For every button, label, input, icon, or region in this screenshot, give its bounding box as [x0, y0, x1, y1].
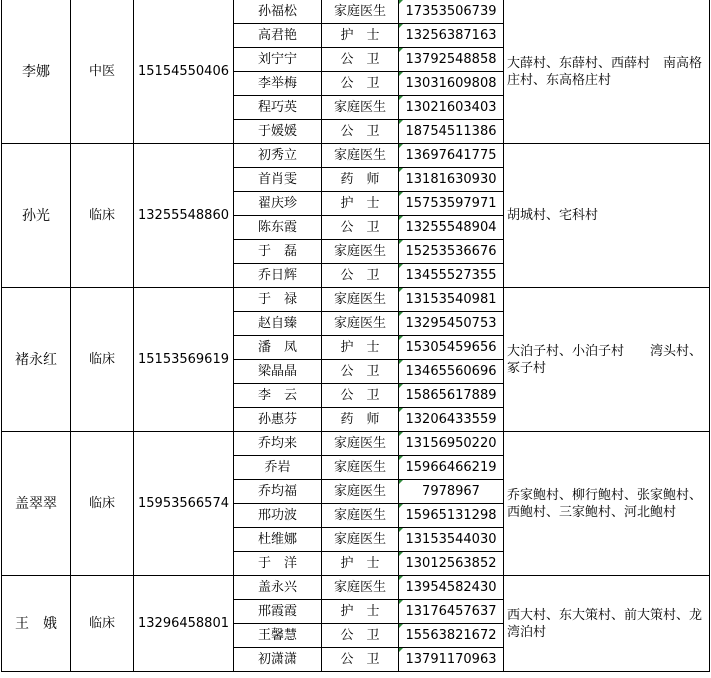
member-role-cell[interactable]: 护 士: [322, 336, 399, 360]
member-name-cell[interactable]: 初秀立: [234, 144, 322, 168]
member-role-cell[interactable]: 护 士: [322, 600, 399, 624]
member-role-cell[interactable]: 公 卫: [322, 624, 399, 648]
member-role-cell[interactable]: 公 卫: [322, 216, 399, 240]
table-row: [2, 432, 710, 456]
discipline-cell[interactable]: 临床: [71, 576, 134, 672]
discipline-cell[interactable]: 中医: [71, 0, 134, 144]
table-row: [2, 576, 710, 600]
member-role-cell[interactable]: 家庭医生: [322, 96, 399, 120]
member-name-cell[interactable]: 乔均来: [234, 432, 322, 456]
member-phone-cell[interactable]: 15865617889: [399, 384, 504, 408]
member-phone-cell[interactable]: 13176457637: [399, 600, 504, 624]
member-role-cell[interactable]: 公 卫: [322, 120, 399, 144]
leader-phone-cell[interactable]: 15154550406: [134, 0, 234, 144]
team-leader-cell[interactable]: 孙光: [2, 144, 71, 288]
member-name-cell[interactable]: 李 云: [234, 384, 322, 408]
table-body: [2, 0, 710, 672]
member-phone-cell[interactable]: 18754511386: [399, 120, 504, 144]
member-name-cell[interactable]: 李举梅: [234, 72, 322, 96]
member-role-cell[interactable]: 家庭医生: [322, 576, 399, 600]
member-phone-cell[interactable]: 13256387163: [399, 24, 504, 48]
member-role-cell[interactable]: 护 士: [322, 192, 399, 216]
member-phone-cell[interactable]: 13791170963: [399, 648, 504, 672]
member-name-cell[interactable]: 翟庆珍: [234, 192, 322, 216]
member-name-cell[interactable]: 孙惠芬: [234, 408, 322, 432]
member-phone-cell[interactable]: 13697641775: [399, 144, 504, 168]
member-role-cell[interactable]: 家庭医生: [322, 240, 399, 264]
member-role-cell[interactable]: 家庭医生: [322, 456, 399, 480]
member-role-cell[interactable]: 公 卫: [322, 264, 399, 288]
member-name-cell[interactable]: 初潇潇: [234, 648, 322, 672]
villages-cell[interactable]: 胡城村、宅科村: [504, 144, 710, 288]
discipline-cell[interactable]: 临床: [71, 288, 134, 432]
member-name-cell[interactable]: 高君艳: [234, 24, 322, 48]
table-row: [2, 0, 710, 24]
member-role-cell[interactable]: 家庭医生: [322, 312, 399, 336]
member-phone-cell[interactable]: 17353506739: [399, 0, 504, 24]
member-phone-cell[interactable]: 13295450753: [399, 312, 504, 336]
member-name-cell[interactable]: 孙福松: [234, 0, 322, 24]
member-role-cell[interactable]: 家庭医生: [322, 144, 399, 168]
member-phone-cell[interactable]: 13255548904: [399, 216, 504, 240]
team-leader-cell[interactable]: 王 娥: [2, 576, 71, 672]
member-name-cell[interactable]: 陈东霞: [234, 216, 322, 240]
member-name-cell[interactable]: 于 禄: [234, 288, 322, 312]
member-phone-cell[interactable]: 15305459656: [399, 336, 504, 360]
table-row: [2, 144, 710, 168]
member-role-cell[interactable]: 药 师: [322, 408, 399, 432]
member-phone-cell[interactable]: 15965131298: [399, 504, 504, 528]
member-phone-cell[interactable]: 7978967: [399, 480, 504, 504]
villages-cell[interactable]: 西大村、东大策村、前大策村、龙湾泊村: [504, 576, 710, 672]
member-phone-cell[interactable]: 13156950220: [399, 432, 504, 456]
member-phone-cell[interactable]: 13465560696: [399, 360, 504, 384]
leader-phone-cell[interactable]: 13296458801: [134, 576, 234, 672]
member-role-cell[interactable]: 药 师: [322, 168, 399, 192]
discipline-cell[interactable]: 临床: [71, 144, 134, 288]
table-row: [2, 288, 710, 312]
member-phone-cell[interactable]: 13206433559: [399, 408, 504, 432]
member-role-cell[interactable]: 公 卫: [322, 360, 399, 384]
member-phone-cell[interactable]: 13021603403: [399, 96, 504, 120]
member-role-cell[interactable]: 护 士: [322, 552, 399, 576]
team-leader-cell[interactable]: 李娜: [2, 0, 71, 144]
villages-cell[interactable]: 大泊子村、小泊子村 湾头村、冢子村: [504, 288, 710, 432]
leader-phone-cell[interactable]: 15153569619: [134, 288, 234, 432]
member-phone-cell[interactable]: 13455527355: [399, 264, 504, 288]
member-name-cell[interactable]: 乔岩: [234, 456, 322, 480]
member-role-cell[interactable]: 家庭医生: [322, 504, 399, 528]
member-role-cell[interactable]: 家庭医生: [322, 432, 399, 456]
member-name-cell[interactable]: 邢霞霞: [234, 600, 322, 624]
member-role-cell[interactable]: 公 卫: [322, 72, 399, 96]
member-name-cell[interactable]: 潘 凤: [234, 336, 322, 360]
member-name-cell[interactable]: 首肖雯: [234, 168, 322, 192]
member-phone-cell[interactable]: 13153540981: [399, 288, 504, 312]
team-table: [1, 0, 710, 672]
leader-phone-cell[interactable]: 13255548860: [134, 144, 234, 288]
member-role-cell[interactable]: 护 士: [322, 24, 399, 48]
member-phone-cell[interactable]: 15753597971: [399, 192, 504, 216]
discipline-cell[interactable]: 临床: [71, 432, 134, 576]
member-name-cell[interactable]: 王馨慧: [234, 624, 322, 648]
member-role-cell[interactable]: 家庭医生: [322, 288, 399, 312]
member-name-cell[interactable]: 盖永兴: [234, 576, 322, 600]
team-leader-cell[interactable]: 褚永红: [2, 288, 71, 432]
member-role-cell[interactable]: 家庭医生: [322, 528, 399, 552]
member-role-cell[interactable]: 家庭医生: [322, 0, 399, 24]
member-phone-cell[interactable]: 13031609808: [399, 72, 504, 96]
member-phone-cell[interactable]: 15253536676: [399, 240, 504, 264]
member-phone-cell[interactable]: 13954582430: [399, 576, 504, 600]
villages-cell[interactable]: 大薛村、东薛村、西薛村 南高格庄村、东高格庄村: [504, 0, 710, 144]
team-leader-cell[interactable]: 盖翠翠: [2, 432, 71, 576]
member-role-cell[interactable]: 家庭医生: [322, 480, 399, 504]
member-role-cell[interactable]: 公 卫: [322, 648, 399, 672]
member-role-cell[interactable]: 公 卫: [322, 48, 399, 72]
member-role-cell[interactable]: 公 卫: [322, 384, 399, 408]
member-name-cell[interactable]: 邢功波: [234, 504, 322, 528]
member-phone-cell[interactable]: 13181630930: [399, 168, 504, 192]
member-name-cell[interactable]: 乔日辉: [234, 264, 322, 288]
member-name-cell[interactable]: 杜维娜: [234, 528, 322, 552]
member-name-cell[interactable]: 赵自臻: [234, 312, 322, 336]
member-name-cell[interactable]: 于 磊: [234, 240, 322, 264]
member-name-cell[interactable]: 于 洋: [234, 552, 322, 576]
villages-cell[interactable]: 乔家鲍村、柳行鲍村、张家鲍村、西鲍村、三家鲍村、河北鲍村: [504, 432, 710, 576]
member-name-cell[interactable]: 刘宁宁: [234, 48, 322, 72]
member-phone-cell[interactable]: 13153544030: [399, 528, 504, 552]
member-phone-cell[interactable]: 13792548858: [399, 48, 504, 72]
member-phone-cell[interactable]: 15563821672: [399, 624, 504, 648]
member-phone-cell[interactable]: 15966466219: [399, 456, 504, 480]
member-phone-cell[interactable]: 13012563852: [399, 552, 504, 576]
member-name-cell[interactable]: 于媛媛: [234, 120, 322, 144]
member-name-cell[interactable]: 梁晶晶: [234, 360, 322, 384]
member-name-cell[interactable]: 程巧英: [234, 96, 322, 120]
leader-phone-cell[interactable]: 15953566574: [134, 432, 234, 576]
member-name-cell[interactable]: 乔均福: [234, 480, 322, 504]
